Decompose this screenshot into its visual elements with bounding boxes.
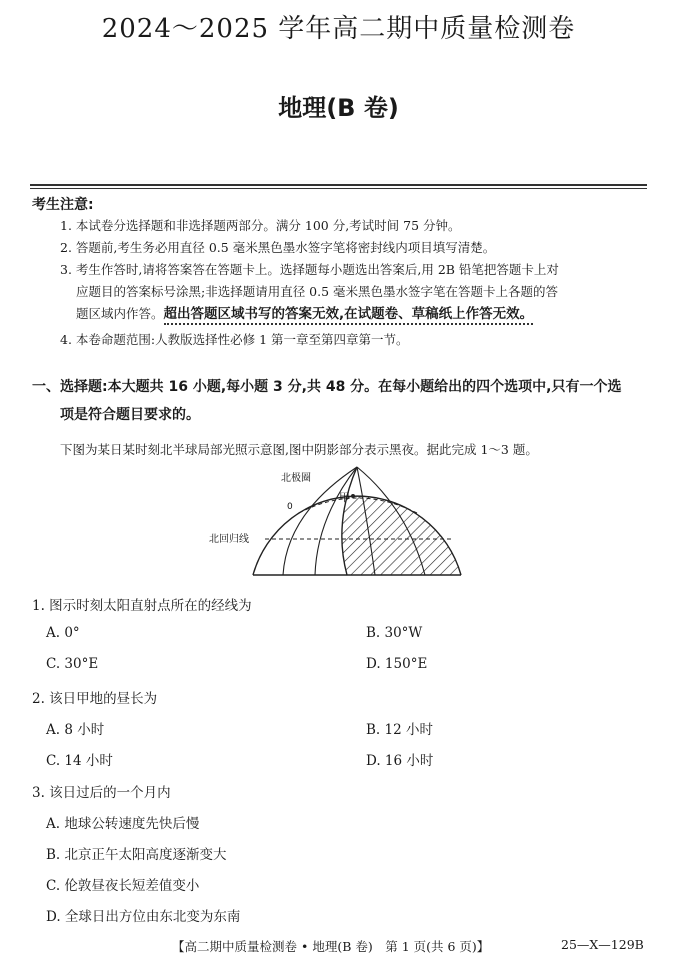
notice-heading: 考生注意:: [32, 197, 94, 213]
question-1-option-a[interactable]: A. 0°: [46, 625, 80, 641]
notice-item-3-line-1: 3. 考生作答时,请将答案答在答题卡上。选择题每小题选出答案后,用 2B 铅笔把答题卡上对: [60, 262, 559, 277]
notice-item-3-plain: 题区域内作答。: [76, 306, 164, 321]
notice-item-1: 1. 本试卷分选择题和非选择题两部分。满分 100 分,考试时间 75 分钟。: [60, 218, 461, 233]
exam-subtitle: 地理(B 卷): [278, 94, 399, 122]
question-3-option-c[interactable]: C. 伦敦昼夜长短差值变小: [46, 878, 200, 894]
divider-thin: [30, 188, 647, 189]
section-heading-line-1: 一、选择题:本大题共 16 小题,每小题 3 分,共 48 分。在每小题给出的四个选项中,只有一个选: [32, 379, 622, 395]
question-2-option-d[interactable]: D. 16 小时: [366, 753, 434, 769]
illumination-diagram: [205, 463, 470, 581]
question-3-option-b[interactable]: B. 北京正午太阳高度逐渐变大: [46, 847, 227, 863]
question-3-option-d[interactable]: D. 全球日出方位由东北变为东南: [46, 909, 241, 925]
question-3-option-a[interactable]: A. 地球公转速度先快后慢: [46, 816, 200, 832]
point-jia-marker: [351, 494, 355, 498]
question-1-option-b[interactable]: B. 30°W: [366, 625, 423, 641]
notice-item-3-line-2: 应题目的答案标号涂黑;非选择题请用直径 0.5 毫米黑色墨水签字笔在答题卡上各题的答: [76, 284, 559, 299]
page-footer: 【高二期中质量检测卷 • 地理(B 卷) 第 1 页(共 6 页)】: [172, 939, 490, 954]
night-area: [342, 463, 465, 575]
question-2-stem: 2. 该日甲地的昼长为: [32, 691, 158, 707]
exam-title: 2024～2025 学年高二期中质量检测卷: [101, 14, 576, 44]
question-1-stem: 1. 图示时刻太阳直射点所在的经线为: [32, 598, 252, 614]
question-2-option-b[interactable]: B. 12 小时: [366, 722, 433, 738]
label-tropic-of-cancer: 北回归线: [209, 534, 249, 545]
section-heading-line-2: 项是符合题目要求的。: [60, 407, 200, 423]
label-jia: 甲: [339, 491, 350, 504]
question-2-option-c[interactable]: C. 14 小时: [46, 753, 113, 769]
question-1-option-d[interactable]: D. 150°E: [366, 656, 428, 672]
paper-code: 25—X—129B: [561, 937, 644, 952]
notice-item-2: 2. 答题前,考生务必用直径 0.5 毫米黑色墨水签字笔将密封线内项目填写清楚。: [60, 240, 496, 255]
question-1-option-c[interactable]: C. 30°E: [46, 656, 99, 672]
notice-item-3-emphasis: 超出答题区域书写的答案无效,在试题卷、草稿纸上作答无效。: [164, 306, 534, 325]
label-zero: 0: [287, 502, 293, 512]
question-3-stem: 3. 该日过后的一个月内: [32, 785, 171, 801]
notice-item-3-line-3: [76, 303, 652, 325]
notice-item-4: 4. 本卷命题范围:人教版选择性必修 1 第一章至第四章第一节。: [60, 332, 409, 347]
divider-thick: [30, 184, 647, 186]
figure-intro: 下图为某日某时刻北半球局部光照示意图,图中阴影部分表示黑夜。据此完成 1～3 题。: [60, 442, 538, 457]
label-arctic-circle: 北极圈: [281, 473, 311, 484]
question-2-option-a[interactable]: A. 8 小时: [46, 722, 105, 738]
